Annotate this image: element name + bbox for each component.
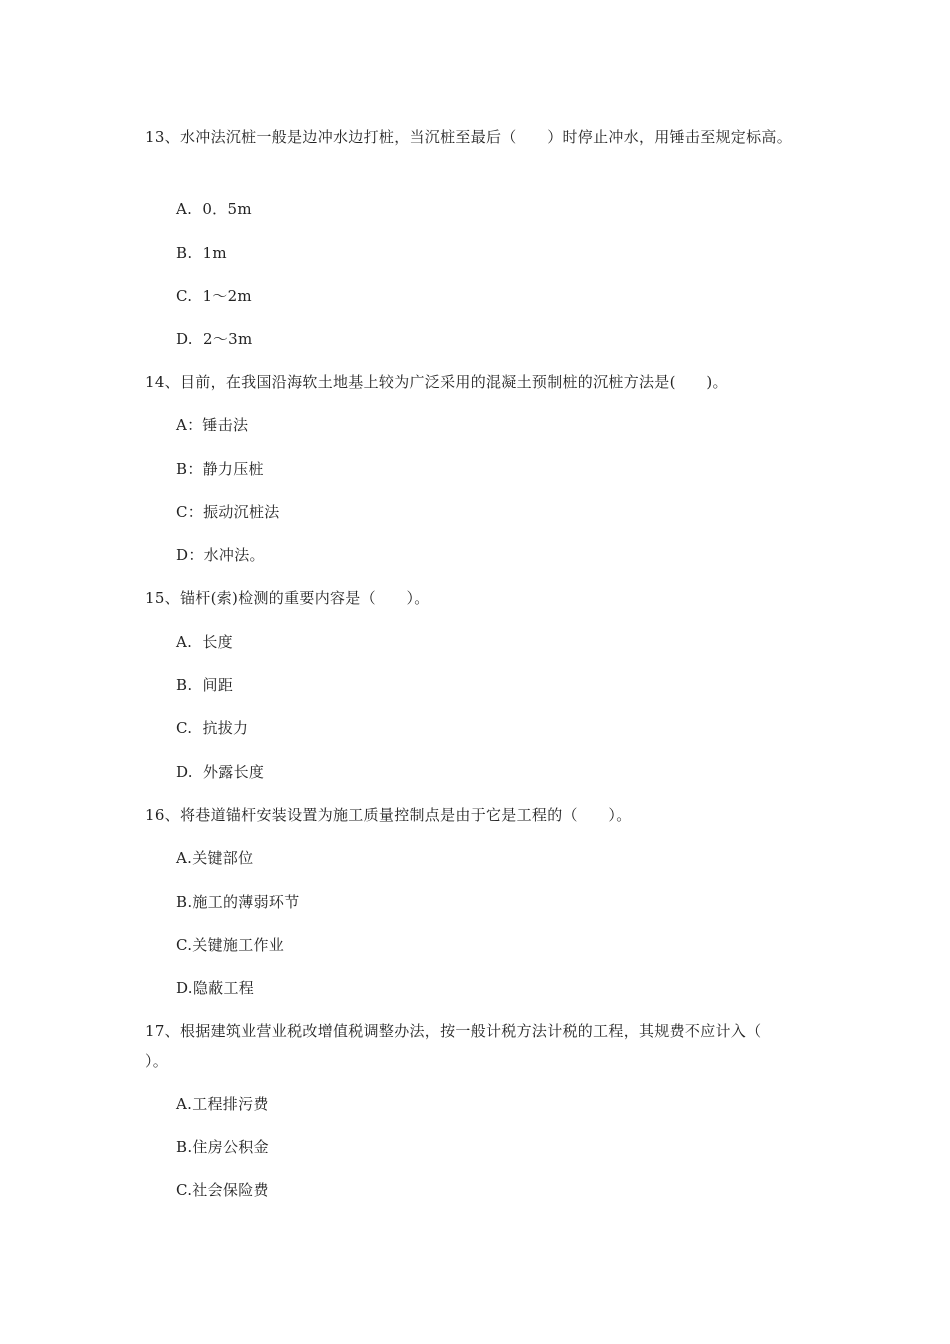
question-17-option-c: C.社会保险费 (176, 1181, 269, 1199)
question-15-option-b: B. 间距 (176, 676, 234, 694)
question-15-stem: 15、锚杆(索)检测的重要内容是（ ）。 (145, 589, 430, 607)
question-17-stem: 17、根据建筑业营业税改增值税调整办法，按一般计税方法计税的工程，其规费不应计入（ ）。 (145, 1022, 792, 1070)
question-14-option-c: C：振动沉桩法 (176, 503, 280, 521)
question-15-option-a: A. 长度 (176, 633, 233, 651)
question-15-option-d: D. 外露长度 (176, 763, 265, 781)
question-14-option-d: D：水冲法。 (176, 546, 265, 564)
question-17-option-a: A.工程排污费 (176, 1095, 269, 1113)
question-14-option-a: A：锤击法 (176, 416, 249, 434)
question-14-option-b: B：静力压桩 (176, 460, 264, 478)
question-16-option-d: D.隐蔽工程 (176, 979, 255, 997)
question-16-option-a: A.关键部位 (176, 849, 254, 867)
question-16-option-b: B.施工的薄弱环节 (176, 893, 300, 911)
question-16-option-c: C.关键施工作业 (176, 936, 285, 954)
question-13-option-d: D. 2～3m (176, 330, 253, 348)
question-17-option-b: B.住房公积金 (176, 1138, 269, 1156)
question-13-option-b: B. 1m (176, 244, 227, 262)
question-13-option-c: C. 1～2m (176, 287, 252, 305)
question-13-option-a: A. 0．5m (176, 200, 252, 218)
question-16-stem: 16、将巷道锚杆安装设置为施工质量控制点是由于它是工程的（ ）。 (145, 806, 632, 824)
question-13-stem: 13、水冲法沉桩一般是边冲水边打桩，当沉桩至最后（ ）时停止冲水，用锤击至规定标高。 (145, 128, 792, 146)
question-14-stem: 14、目前，在我国沿海软土地基上较为广泛采用的混凝土预制桩的沉桩方法是( )。 (145, 373, 728, 391)
question-15-option-c: C. 抗拔力 (176, 719, 249, 737)
